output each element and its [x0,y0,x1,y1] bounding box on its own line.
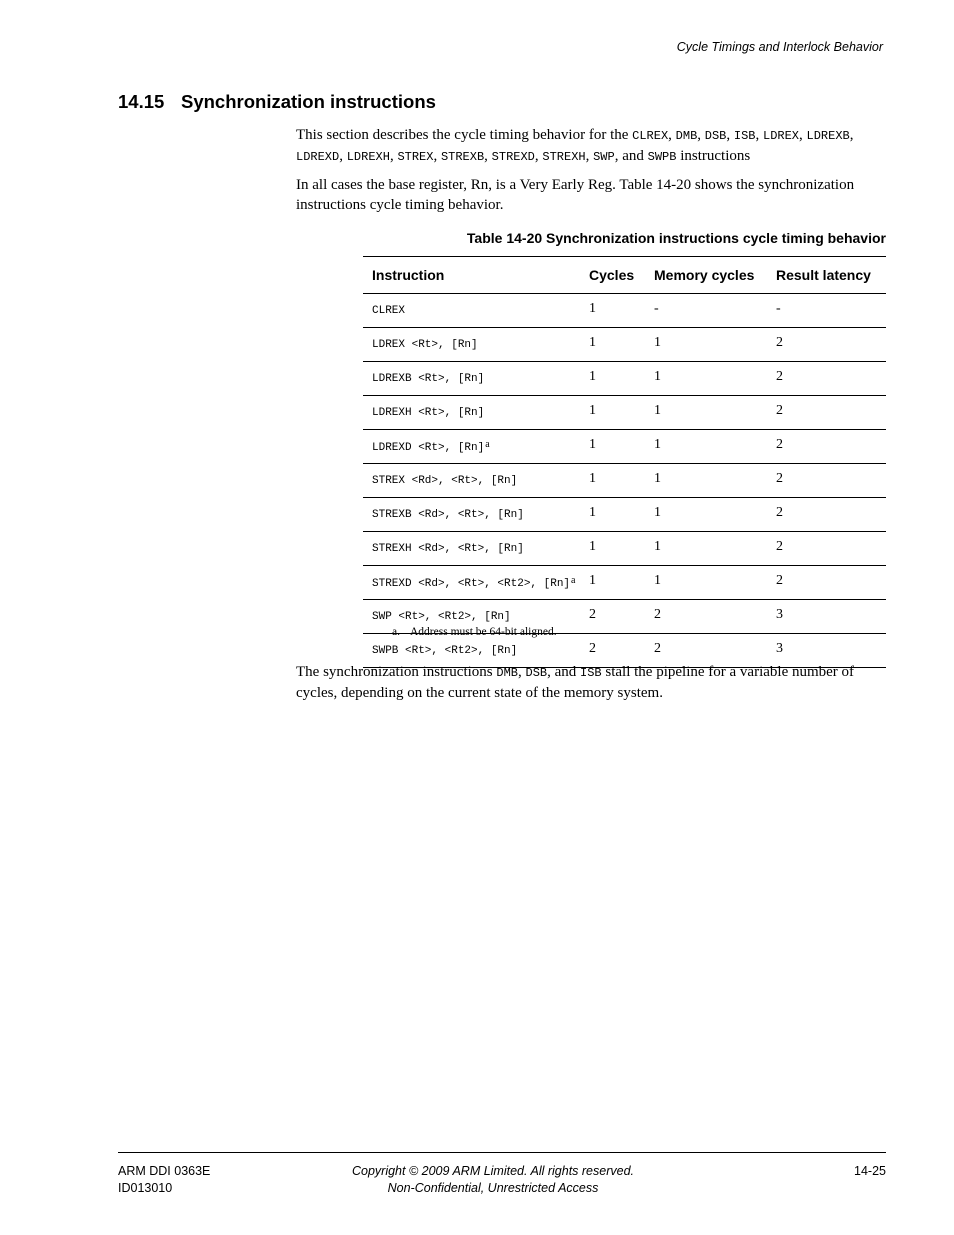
access-text: Non-Confidential, Unrestricted Access [387,1180,599,1195]
result-latency-cell: 3 [767,634,886,668]
doc-id: ARM DDI 0363E [118,1164,211,1178]
table-row [363,430,886,464]
instruction-cell [363,430,580,464]
code-strexh: STREXH [542,149,586,164]
separator: , [585,147,594,164]
column-header-instruction: Instruction [363,257,580,294]
instruction-cell: SWPB <Rt>, <Rt2>, [Rn] [363,634,580,668]
code-ldrexd: LDREXD [296,149,340,164]
column-header-memory-cycles: Memory cycles [645,257,767,294]
memory-cycles-cell: 2 [645,600,767,634]
memory-cycles-cell: 1 [645,396,767,430]
instruction-text: LDREXD <Rt>, [Rn] [372,442,485,454]
separator: , [534,147,543,164]
cycles-cell: 1 [580,532,645,566]
cycles-cell: 1 [580,328,645,362]
closing-suffix: stall the pipeline for a variable number of cycles, depending on the current state of the memory system. [296,664,855,701]
running-header: Cycle Timings and Interlock Behavior [676,40,883,54]
code-isb: ISB [733,129,756,143]
result-latency-cell: 2 [767,328,886,362]
memory-cycles-cell: 1 [645,430,767,464]
memory-cycles-cell: 1 [645,498,767,532]
section-number: 14.15 [118,91,165,112]
page-number: 14-25 [854,1164,886,1178]
table-row [363,362,886,396]
separator: , [433,147,441,164]
instruction-cell: STREX <Rd>, <Rt>, [Rn] [363,464,580,498]
result-latency-cell: 2 [767,396,886,430]
code-clrex: CLREX [632,129,669,143]
cycles-cell: 1 [580,430,645,464]
section-title: Synchronization instructions [181,91,436,112]
result-latency-cell: - [767,294,886,328]
instruction-cell: LDREX <Rt>, [Rn] [363,328,580,362]
instruction-cell [363,566,580,600]
instruction-cell: SWP <Rt>, <Rt2>, [Rn] [363,600,580,634]
separator: , [726,127,734,143]
separator: , [849,127,854,143]
intro-suffix: instructions [676,147,751,164]
closing-paragraph [296,663,886,703]
code-dsb: DSB [525,666,548,680]
separator: , [799,127,807,143]
result-latency-cell: 3 [767,600,886,634]
memory-cycles-cell: 1 [645,328,767,362]
instruction-text: STREXD <Rd>, <Rt>, <Rt2>, [Rn] [372,578,571,590]
table-row [363,396,886,430]
cycles-cell: 1 [580,498,645,532]
copyright-text: Copyright © 2009 ARM Limited. All rights reserved. [351,1164,634,1178]
table-row [363,498,886,532]
code-swpb: SWPB [647,149,677,164]
footnote-marker: a [571,575,576,586]
table-row [363,328,886,362]
code-ldrexb: LDREXB [806,129,850,143]
code-swp: SWP [593,149,615,164]
code-dsb: DSB [704,129,727,143]
intro-paragraph [296,126,886,167]
column-header-result-latency: Result latency [767,257,886,294]
footer-divider [118,1152,886,1153]
table-row [363,294,886,328]
base-register-paragraph: In all cases the base register, Rn, is a Very Early Reg. Table 14-20 shows the synchronization instructions cycle timing behavior. [296,177,855,213]
memory-cycles-cell: 1 [645,566,767,600]
instruction-cell: STREXH <Rd>, <Rt>, [Rn] [363,532,580,566]
separator: , and [547,664,581,680]
column-header-cycles: Cycles [580,257,645,294]
table-row [363,532,886,566]
code-strex: STREX [397,149,434,164]
memory-cycles-cell: 1 [645,362,767,396]
separator: , [755,127,763,143]
code-strexd: STREXD [491,149,535,164]
code-isb: ISB [580,666,602,680]
cycles-cell: 1 [580,396,645,430]
code-ldrex: LDREX [763,129,800,143]
issue-id: ID013010 [118,1180,173,1195]
intro-text: This section describes the cycle timing behavior for the [296,127,633,143]
table-caption: Table 14-20 Synchronization instructions cycle timing behavior [466,230,886,246]
result-latency-cell: 2 [767,498,886,532]
table-footnote [392,626,557,638]
code-dmb: DMB [496,666,518,680]
footnote-mark: a. [392,626,400,638]
memory-cycles-cell: - [645,294,767,328]
section-heading [118,91,436,113]
footer-copyright [300,1163,686,1196]
instruction-cell: STREXB <Rd>, <Rt>, [Rn] [363,498,580,532]
table-header-row [363,257,886,294]
separator: , [339,147,347,164]
separator: , [668,127,676,143]
separator: , [518,664,526,680]
cycles-cell: 1 [580,294,645,328]
result-latency-cell: 2 [767,430,886,464]
code-ldrexh: LDREXH [346,149,390,164]
synchronization-timing-table [363,256,886,668]
table-row [363,464,886,498]
separator: , [697,127,705,143]
code-dmb: DMB [675,129,698,143]
instruction-cell: CLREX [363,294,580,328]
result-latency-cell: 2 [767,464,886,498]
result-latency-cell: 2 [767,566,886,600]
closing-text: The synchronization instructions [296,664,497,680]
memory-cycles-cell: 2 [645,634,767,668]
separator: , [484,147,492,164]
table-row [363,566,886,600]
cycles-cell: 1 [580,362,645,396]
memory-cycles-cell: 1 [645,532,767,566]
footnote-marker: a [485,439,490,450]
footer-doc-ids [118,1163,210,1196]
cycles-cell: 1 [580,464,645,498]
memory-cycles-cell: 1 [645,464,767,498]
cycles-cell: 2 [580,600,645,634]
instruction-cell: LDREXH <Rt>, [Rn] [363,396,580,430]
result-latency-cell: 2 [767,532,886,566]
separator: , and [614,147,648,164]
footnote-text: Address must be 64-bit aligned. [410,626,557,638]
cycles-cell: 2 [580,634,645,668]
cycles-cell: 1 [580,566,645,600]
code-strexb: STREXB [440,149,485,164]
result-latency-cell: 2 [767,362,886,396]
separator: , [389,147,398,164]
instruction-cell: LDREXB <Rt>, [Rn] [363,362,580,396]
